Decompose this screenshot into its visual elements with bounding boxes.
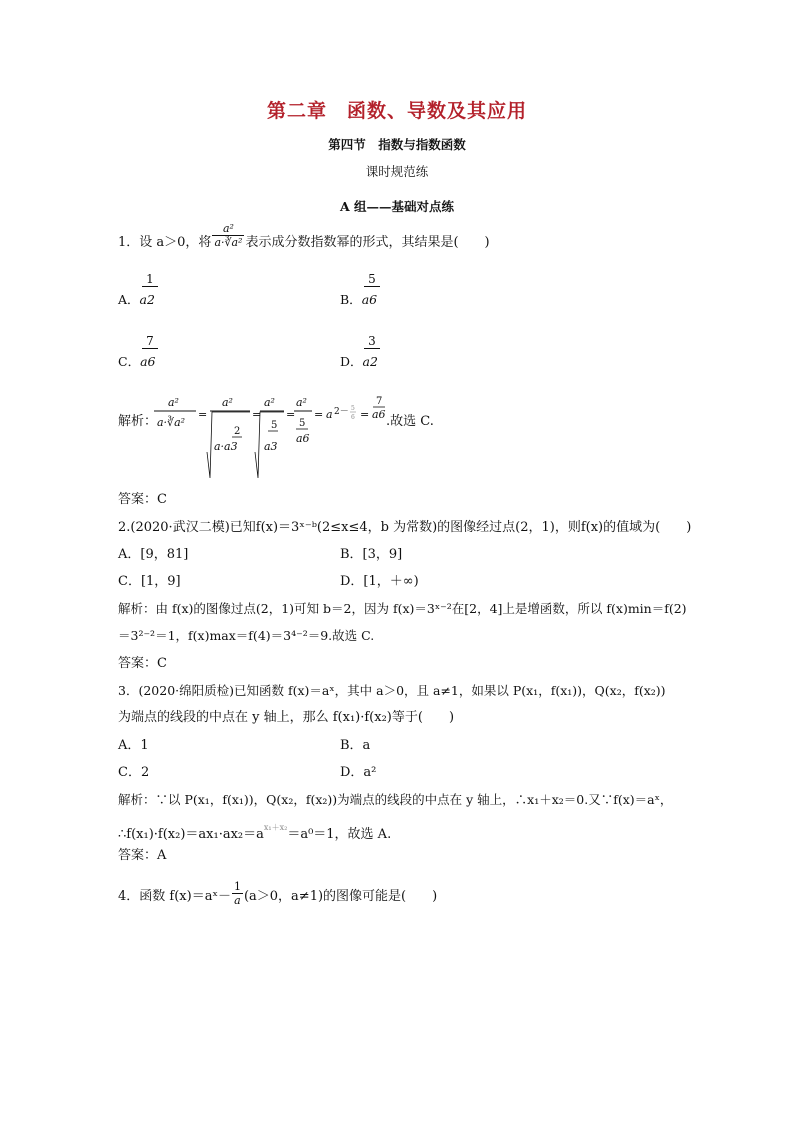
svg-text:a²: a² bbox=[222, 396, 233, 409]
svg-text:2－: 2－ bbox=[334, 407, 349, 417]
q1-option-a-label: A． bbox=[118, 292, 140, 307]
q4-fraction bbox=[232, 880, 243, 907]
q3-stem-line2: 为端点的线段的中点在 y 轴上，那么 f(x₁)·f(x₂)等于( ) bbox=[118, 710, 455, 725]
svg-text:a6: a6 bbox=[372, 408, 386, 421]
chapter-title: 第二章 函数、导数及其应用 bbox=[266, 100, 527, 122]
q1-option-d-num: 3 bbox=[364, 334, 380, 349]
q3-solution-line2-b: ＝a⁰＝1，故选 A. bbox=[287, 827, 392, 842]
q2-answer: 答案：C bbox=[118, 656, 167, 671]
q1-stem bbox=[118, 222, 490, 252]
q1-prefix: 1．设 bbox=[118, 235, 157, 250]
q1-option-a-num: 1 bbox=[142, 272, 158, 287]
q2-option-d: D．[1，＋∞) bbox=[340, 574, 419, 589]
q4-stem-a: 4．函数 f(x)＝aˣ－ bbox=[118, 889, 231, 904]
svg-text:6: 6 bbox=[351, 414, 355, 421]
q2-solution-line1: 解析：由 f(x)的图像过点(2，1)可知 b＝2，因为 f(x)＝3ˣ⁻²在[2，4]上是增函数，所以 f(x)min＝f(2) bbox=[118, 601, 687, 616]
q1-fraction-den: a·∛a² bbox=[214, 236, 243, 249]
q4-stem bbox=[118, 880, 438, 907]
svg-text:=: = bbox=[314, 408, 324, 421]
svg-text:a²: a² bbox=[264, 396, 275, 409]
q1-option-d-label: D． bbox=[340, 354, 363, 369]
svg-text:2: 2 bbox=[234, 426, 241, 437]
q4-fraction-num: 1 bbox=[233, 880, 241, 893]
subtitle: 课时规范练 bbox=[365, 164, 429, 179]
group-title: A 组——基础对点练 bbox=[339, 199, 455, 214]
svg-text:a3: a3 bbox=[264, 440, 278, 453]
q3-stem-line1: 3．(2020·绵阳质检)已知函数 f(x)＝aˣ，其中 a＞0，且 a≠1，如果以 P(x₁，f(x₁))，Q(x₂，f(x₂)) bbox=[118, 683, 666, 698]
q3-option-d: D．a² bbox=[340, 765, 377, 780]
svg-text:5: 5 bbox=[271, 420, 278, 431]
q1-solution-equation bbox=[154, 392, 444, 484]
svg-text:a²: a² bbox=[296, 396, 307, 409]
q1-option-b-den: a6 bbox=[361, 292, 378, 307]
svg-text:a6: a6 bbox=[296, 432, 310, 445]
q1-solution-tail: .故选 C. bbox=[386, 414, 434, 429]
q1-option-c-den: a6 bbox=[140, 354, 156, 369]
q1-option-c-num: 7 bbox=[142, 334, 158, 349]
q1-option-b-label: B． bbox=[340, 292, 362, 307]
q3-answer: 答案：A bbox=[118, 848, 167, 863]
q1-fraction-num: a² bbox=[212, 222, 244, 236]
q1-fraction bbox=[212, 222, 244, 249]
q4-stem-b: (a＞0，a≠1)的图像可能是( ) bbox=[243, 889, 438, 904]
q1-solution-label: 解析： bbox=[118, 414, 158, 429]
q2-option-c: C．[1，9] bbox=[118, 574, 181, 589]
q3-option-b: B．a bbox=[340, 738, 371, 753]
svg-text:a·a3: a·a3 bbox=[214, 440, 238, 453]
svg-text:a: a bbox=[326, 408, 333, 421]
q3-solution-line2-a: ∴f(x₁)·f(x₂)＝ax₁·ax₂＝a bbox=[118, 827, 264, 842]
q1-suffix: 表示成分数指数幂的形式，其结果是( ) bbox=[245, 235, 490, 250]
svg-text:=: = bbox=[286, 408, 296, 421]
q3-solution-line1: 解析：∵以 P(x₁，f(x₁))，Q(x₂，f(x₂))为端点的线段的中点在 y 轴上，∴x₁＋x₂＝0.又∵f(x)＝aˣ， bbox=[118, 792, 673, 807]
q3-option-c: C．2 bbox=[118, 765, 150, 780]
q1-option-b-num: 5 bbox=[364, 272, 380, 287]
svg-text:7: 7 bbox=[376, 396, 383, 407]
q3-solution-line2 bbox=[118, 819, 391, 844]
section-title: 第四节 指数与指数函数 bbox=[328, 137, 466, 152]
q1-option-a-den: a2 bbox=[139, 292, 155, 307]
q2-option-a: A．[9，81] bbox=[118, 547, 189, 562]
q2-solution-line2: ＝3²⁻²＝1，f(x)max＝f(4)＝3⁴⁻²＝9.故选 C. bbox=[118, 628, 375, 643]
svg-text:a²: a² bbox=[168, 396, 179, 409]
svg-text:a·∛a²: a·∛a² bbox=[157, 416, 186, 429]
q1-answer: 答案：C bbox=[118, 492, 167, 507]
q1-option-c-label: C． bbox=[118, 354, 141, 369]
svg-text:5: 5 bbox=[299, 418, 306, 429]
svg-text:=: = bbox=[360, 408, 370, 421]
svg-text:=: = bbox=[198, 408, 208, 421]
q3-option-a: A．1 bbox=[118, 738, 149, 753]
svg-text:=: = bbox=[252, 408, 262, 421]
q2-stem: 2.(2020·武汉二模)已知f(x)＝3ˣ⁻ᵇ(2≤x≤4，b 为常数)的图像经过点(2，1)，则f(x)的值域为( ) bbox=[118, 520, 692, 535]
q3-solution-exponent: x₁＋x₂ bbox=[263, 823, 288, 832]
svg-text:5: 5 bbox=[351, 405, 355, 412]
q4-fraction-den: a bbox=[234, 894, 241, 907]
q1-condition: a＞0，将 bbox=[156, 235, 212, 250]
q2-option-b: B．[3，9] bbox=[340, 547, 403, 562]
q1-option-d-den: a2 bbox=[362, 354, 378, 369]
